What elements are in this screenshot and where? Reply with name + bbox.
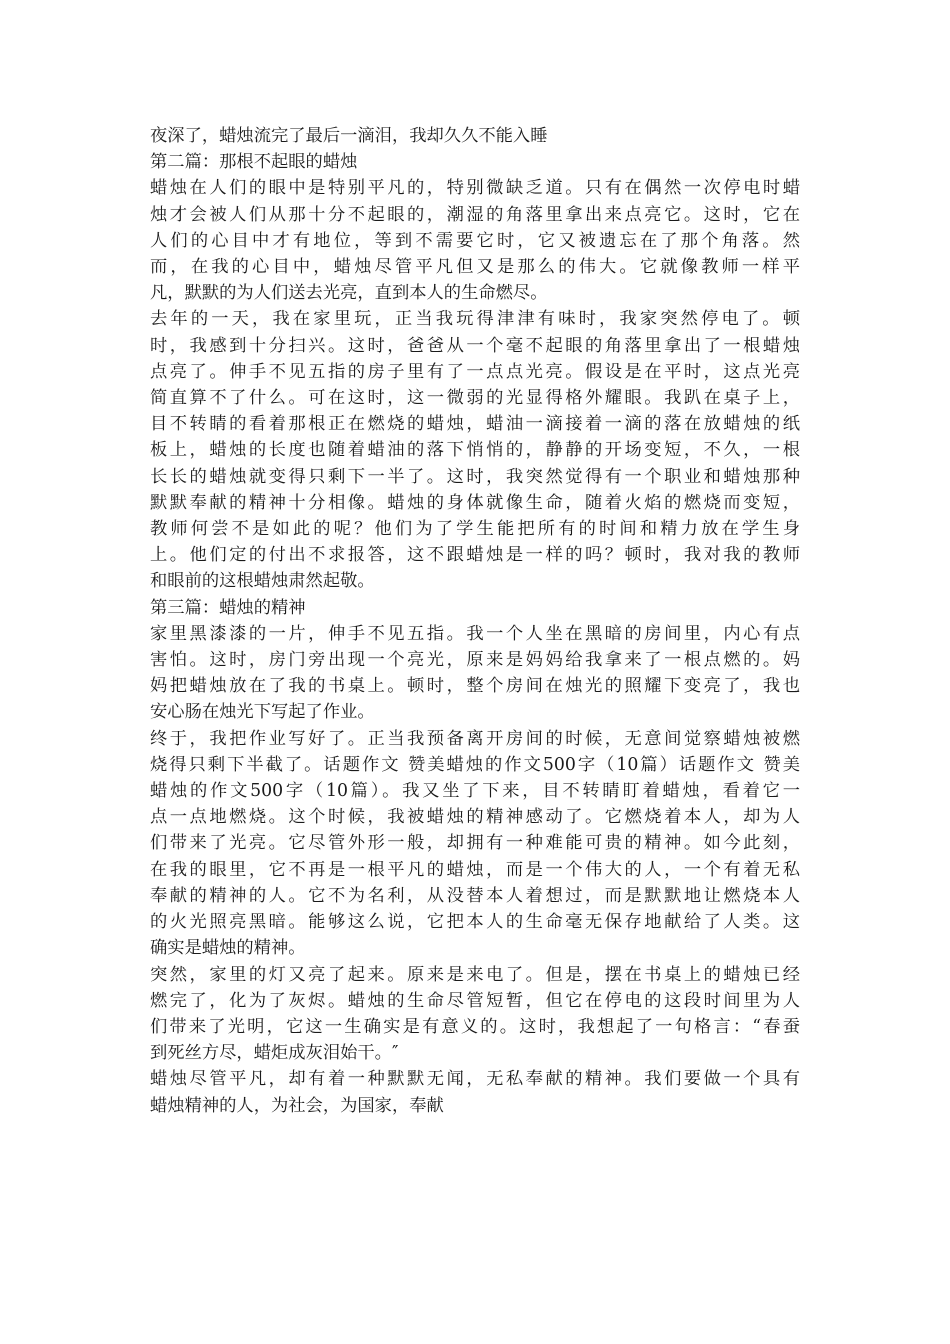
paragraph-line: 终于，我把作业写好了。正当我预备离开房间的时候，无意间觉察蜡烛被燃 [150,728,800,749]
paragraph-line: 确实是蜡烛的精神。 [150,938,306,959]
paragraph-line: 夜深了，蜡烛流完了最后一滴泪，我却久久不能入睡 [150,126,548,146]
paragraph-line: 而，在我的心目中，蜡烛尽管平凡但又是那么的伟大。它就像教师一样平 [150,257,800,278]
paragraph-line: 长长的蜡烛就变得只剩下一半了。这时，我突然觉得有一个职业和蜡烛那种 [150,466,800,487]
paragraph-line: 上。他们定的付出不求报答，这不跟蜡烛是一样的吗？顿时，我对我的教师 [150,545,800,566]
paragraph-line: 蜡烛的作文500字（10篇）。我又坐了下来，目不转睛盯着蜡烛，看着它一 [150,781,800,802]
paragraph-line: 在我的眼里，它不再是一根平凡的蜡烛，而是一个伟大的人，一个有着无私 [150,859,800,880]
paragraph [150,175,800,306]
paragraph-line: 和眼前的这根蜡烛肃然起敬。 [150,571,375,592]
paragraph-line: 蜡烛精神的人，为社会，为国家，奉献 [150,1095,444,1116]
paragraph-line: 烧得只剩下半截了。话题作文 赞美蜡烛的作文500字（10篇）话题作文 赞美 [150,754,800,775]
heading-text: 第三篇：蜡烛的精神 [150,597,306,618]
paragraph-line: 蜡烛尽管平凡，却有着一种默默无闻，无私奉献的精神。我们要做一个具有 [150,1069,800,1090]
paragraph-line: 时，我感到十分扫兴。这时，爸爸从一个毫不起眼的角落里拿出了一根蜡烛 [150,335,800,356]
paragraph-line: 目不转睛的看着那根正在燃烧的蜡烛，蜡油一滴接着一滴的落在放蜡烛的纸 [150,414,800,435]
paragraph-line: 燃完了，化为了灰烬。蜡烛的生命尽管短暂，但它在停电的这段时间里为人 [150,990,800,1011]
document-page [150,123,800,1119]
paragraph-line: 安心肠在烛光下写起了作业。 [150,702,375,723]
paragraph-line: 点一点地燃烧。这个时候，我被蜡烛的精神感动了。它燃烧着本人，却为人 [150,807,800,828]
heading-text: 第二篇：那根不起眼的蜡烛 [150,152,358,173]
paragraph-line: 蜡烛在人们的眼中是特别平凡的，特别微缺乏道。只有在偶然一次停电时蜡 [150,178,800,199]
paragraph-line: 烛才会被人们从那十分不起眼的，潮湿的角落里拿出来点亮它。这时，它在 [150,204,800,225]
paragraph [150,306,800,594]
paragraph-line: 妈把蜡烛放在了我的书桌上。顿时，整个房间在烛光的照耀下变亮了，我也 [150,676,800,697]
paragraph-line: 们带来了光亮。它尽管外形一般，却拥有一种难能可贵的精神。如今此刻， [150,833,800,854]
paragraph-line: 板上，蜡烛的长度也随着蜡油的落下悄悄的，静静的开场变短，不久，一根 [150,440,800,461]
paragraph [150,123,800,149]
paragraph-line: 害怕。这时，房门旁出现一个亮光，原来是妈妈给我拿来了一根点燃的。妈 [150,650,800,671]
paragraph [150,1066,800,1118]
paragraph [150,621,800,726]
paragraph-line: 人们的心目中才有地位，等到不需要它时，它又被遗忘在了那个角落。然 [150,230,800,251]
paragraph-line: 简直算不了什么。可在这时，这一微弱的光显得格外耀眼。我趴在桌子上， [150,388,800,409]
paragraph-line: 教师何尝不是如此的呢？他们为了学生能把所有的时间和精力放在学生身 [150,519,800,540]
paragraph [150,726,800,962]
paragraph-line: 家里黑漆漆的一片，伸手不见五指。我一个人坐在黑暗的房间里，内心有点 [150,623,800,644]
paragraph [150,962,800,1067]
section-heading [150,149,800,175]
paragraph-line: 的火光照亮黑暗。能够这么说，它把本人的生命毫无保存地献给了人类。这 [150,912,800,933]
section-heading [150,595,800,621]
paragraph-line: 们带来了光明，它这一生确实是有意义的。这时，我想起了一句格言：“春蚕 [150,1016,800,1037]
paragraph-line: 到死丝方尽，蜡炬成灰泪始干。″ [150,1043,399,1064]
paragraph-line: 默默奉献的精神十分相像。蜡烛的身体就像生命，随着火焰的燃烧而变短， [150,492,800,513]
paragraph-line: 点亮了。伸手不见五指的房子里有了一点点光亮。假设是在平时，这点光亮 [150,361,800,382]
paragraph-line: 奉献的精神的人。它不为名利，从没替本人着想过，而是默默地让燃烧本人 [150,885,800,906]
paragraph-line: 突然，家里的灯又亮了起来。原来是来电了。但是，摆在书桌上的蜡烛已经 [150,964,800,985]
paragraph-line: 凡，默默的为人们送去光亮，直到本人的生命燃尽。 [150,283,548,304]
paragraph-line: 去年的一天，我在家里玩，正当我玩得津津有味时，我家突然停电了。顿 [150,309,800,330]
